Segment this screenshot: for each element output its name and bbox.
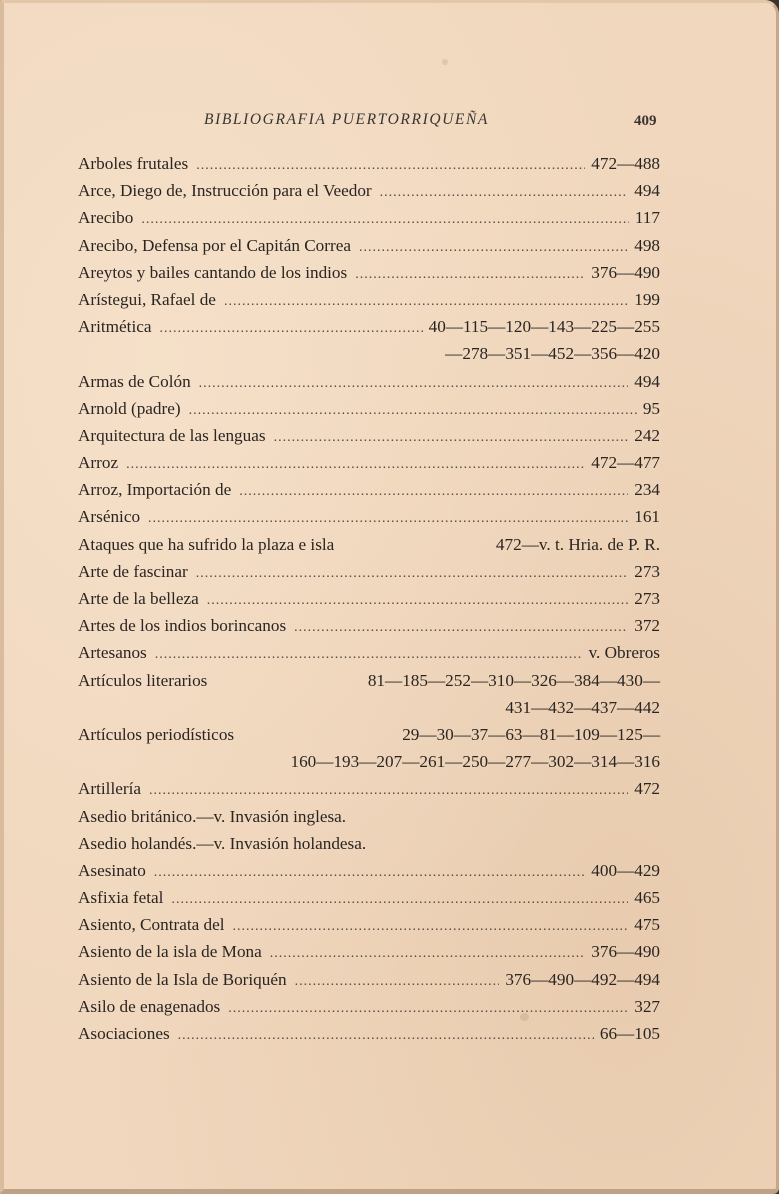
entry-pages: 475 (634, 915, 660, 935)
index-entry (78, 395, 660, 422)
dot-leader (196, 152, 585, 179)
index-entry (78, 803, 660, 830)
entry-pages: 472—477 (591, 453, 660, 473)
index-entry (78, 857, 660, 884)
entry-term: Arecibo, Defensa por el Capitán Correa (78, 235, 351, 255)
dot-leader (126, 451, 585, 478)
entry-term: Arquitectura de las lenguas (78, 425, 266, 445)
entry-pages: v. Obreros (588, 643, 660, 663)
index-entry (78, 503, 660, 530)
index-entries (78, 150, 660, 1047)
index-entry (78, 232, 660, 259)
index-entry (78, 286, 660, 313)
entry-term: Asiento de la Isla de Boriquén (78, 969, 287, 989)
entry-pages: 494 (634, 181, 660, 201)
entry-pages: 376—490—492—494 (505, 969, 660, 989)
entry-pages: 327 (634, 996, 660, 1016)
entry-pages: 472 (634, 779, 660, 799)
index-entry (78, 177, 660, 204)
dot-leader (355, 261, 585, 288)
entry-pages: 242 (634, 425, 660, 445)
entry-term: Armas de Colón (78, 371, 191, 391)
index-entry (78, 313, 660, 340)
entry-term: Arroz (78, 453, 119, 473)
entry-term: Artes de los indios borincanos (78, 616, 287, 636)
entry-pages: 66—105 (599, 1024, 660, 1043)
index-entry (78, 1020, 660, 1047)
entry-term: Arístegui, Rafael de (78, 289, 216, 309)
entry-term: Artículos literarios (78, 670, 208, 690)
entry-pages: 372 (634, 616, 660, 636)
entry-pages: 95 (642, 398, 660, 418)
entry-pages: 273 (634, 589, 660, 608)
index-entry (78, 531, 660, 558)
entry-term: Asfixia fetal (78, 888, 164, 908)
index-entry (78, 884, 660, 911)
entry-term: Arnold (padre) (78, 398, 181, 418)
dot-leader (270, 940, 585, 967)
index-entry (78, 150, 660, 177)
entry-pages: 376—490 (591, 942, 660, 962)
entry-term: Asedio holandés.—v. Invasión holandesa. (78, 833, 367, 853)
entry-term: Asedio británico.—v. Invasión inglesa. (78, 806, 347, 826)
entry-pages: 273 (634, 561, 660, 581)
entry-pages: 161 (634, 507, 660, 527)
index-entry (78, 259, 660, 286)
page-number: 409 (634, 113, 657, 129)
index-entry (78, 204, 660, 231)
dot-leader (160, 315, 423, 342)
entry-term: Artículos periodísticos (78, 724, 235, 744)
index-entry (78, 368, 660, 395)
entry-pages: 81—185—252—310—326—384—430— (367, 670, 660, 690)
entry-term: Arte de la belleza (78, 589, 199, 608)
index-entry (78, 476, 660, 503)
entry-pages: 234 (634, 480, 660, 500)
entry-term: Asiento, Contrata del (78, 915, 225, 935)
dot-leader (380, 179, 629, 206)
entry-term: Arboles frutales (78, 154, 189, 173)
entry-term: Ataques que ha sufrido la plaza e isla (78, 534, 335, 554)
index-entry (78, 721, 660, 748)
entry-pages: 160—193—207—261—250—277—302—314—316 (290, 752, 660, 772)
dot-leader (274, 424, 629, 451)
dot-leader (199, 370, 629, 397)
entry-term: Asiento de la isla de Mona (78, 942, 262, 962)
entry-pages: 199 (634, 289, 660, 309)
entry-term: Arsénico (78, 507, 141, 527)
entry-term: Asesinato (78, 860, 146, 880)
index-entry (78, 966, 660, 993)
index-entry (78, 911, 660, 938)
entry-term: Arecibo (78, 208, 134, 228)
index-entry (78, 694, 660, 721)
dot-leader (154, 859, 585, 886)
entry-term: Asociaciones (78, 1024, 170, 1043)
index-entry (78, 585, 660, 612)
paper-stain (442, 59, 448, 65)
entry-term: Arte de fascinar (78, 561, 188, 581)
entry-term: Areytos y bailes cantando de los indios (78, 262, 348, 282)
entry-pages: 40—115—120—143—225—255 (428, 317, 660, 337)
entry-term: Artesanos (78, 643, 147, 663)
index-entry (78, 667, 660, 694)
entry-pages: 400—429 (591, 860, 660, 880)
paper-stain (520, 1013, 529, 1021)
index-entry (78, 748, 660, 775)
index-entry (78, 639, 660, 666)
index-entry (78, 422, 660, 449)
entry-term: Arroz, Importación de (78, 480, 232, 500)
entry-pages: 431—432—437—442 (505, 697, 660, 717)
index-entry (78, 938, 660, 965)
dot-leader (178, 1022, 594, 1049)
dot-leader (239, 478, 628, 505)
header-title: BIBLIOGRAFIA PUERTORRIQUEÑA (204, 111, 489, 128)
entry-pages: 472—v. t. Hria. de P. R. (495, 534, 660, 554)
entry-term: Asilo de enagenados (78, 996, 221, 1016)
entry-pages: 29—30—37—63—81—109—125— (402, 724, 660, 744)
dot-leader (228, 995, 628, 1022)
dot-leader (149, 777, 628, 804)
entry-pages: 465 (634, 888, 660, 908)
dot-leader (295, 968, 500, 995)
index-entry (78, 558, 660, 585)
entry-pages: 117 (634, 208, 660, 228)
index-entry (78, 993, 660, 1020)
entry-pages: 472—488 (591, 154, 660, 173)
dot-leader (207, 587, 629, 614)
dot-leader (224, 288, 628, 315)
index-entry (78, 830, 660, 857)
index-entry (78, 612, 660, 639)
dot-leader (141, 206, 628, 233)
entry-term: Artillería (78, 779, 141, 799)
dot-leader (196, 560, 628, 587)
dot-leader (233, 913, 629, 940)
entry-pages: —278—351—452—356—420 (445, 344, 660, 364)
dot-leader (359, 234, 628, 261)
entry-pages: 494 (634, 371, 660, 391)
running-header (4, 111, 779, 141)
index-entry (78, 449, 660, 476)
entry-term: Arce, Diego de, Instrucción para el Veedor (78, 181, 372, 201)
index-entry (78, 775, 660, 802)
dot-leader (189, 397, 637, 424)
dot-leader (171, 886, 628, 913)
index-entry (78, 340, 660, 367)
entry-pages: 376—490 (591, 262, 660, 282)
dot-leader (155, 641, 583, 668)
dot-leader (148, 505, 628, 532)
entry-pages: 498 (634, 235, 660, 255)
dot-leader (294, 614, 628, 641)
entry-term: Aritmética (78, 317, 152, 337)
